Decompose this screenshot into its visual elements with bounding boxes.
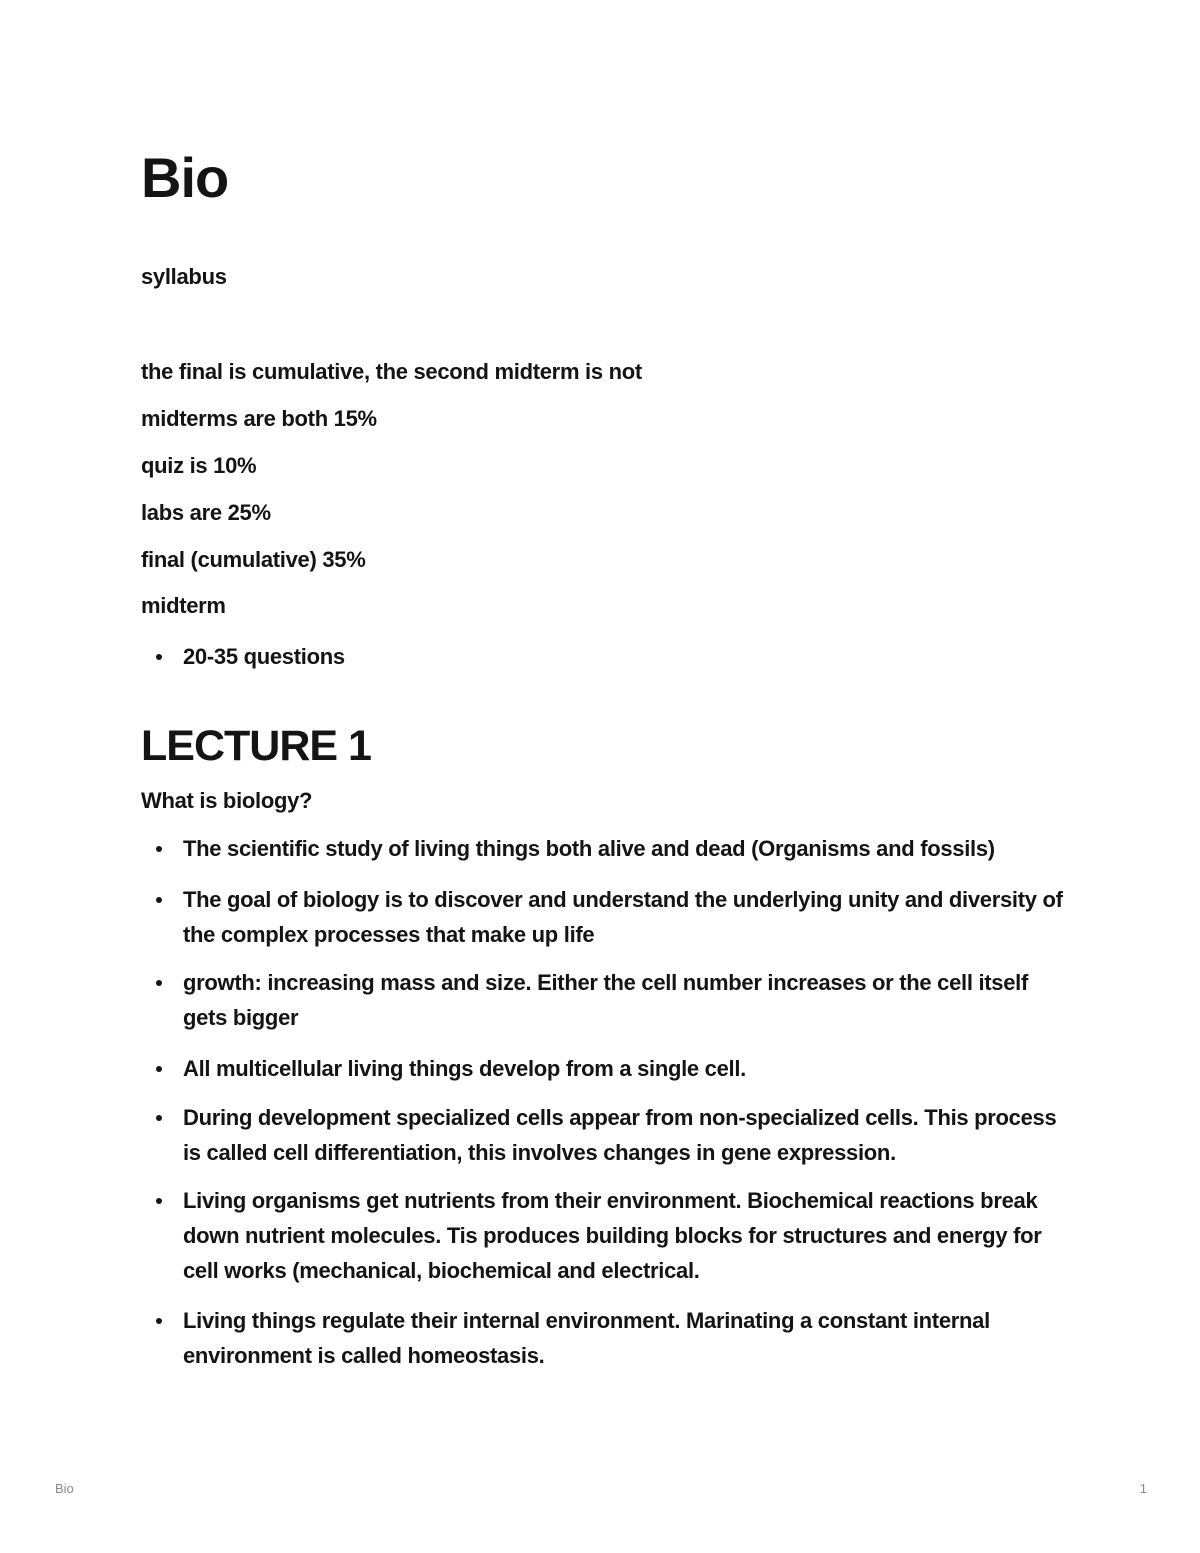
midterm-bullet-list: [141, 639, 1071, 674]
lecture-heading: LECTURE 1: [141, 722, 371, 770]
bullet-icon: [156, 1115, 162, 1121]
footer-title: Bio: [55, 1481, 74, 1496]
syllabus-line: final (cumulative) 35%: [141, 547, 366, 572]
bullet-icon: [156, 1198, 162, 1204]
syllabus-line: midterms are both 15%: [141, 406, 377, 431]
list-item: [141, 831, 1071, 866]
bullet-icon: [156, 846, 162, 852]
subtitle: syllabus: [141, 264, 227, 289]
bullet-icon: [156, 897, 162, 903]
list-item-text: growth: increasing mass and size. Either the cell number increases or the cell itself gets bigger: [183, 970, 1029, 1030]
page-number: 1: [1139, 1481, 1147, 1496]
syllabus-line: labs are 25%: [141, 500, 271, 525]
list-item-text: The scientific study of living things both alive and dead (Organisms and fossils): [183, 836, 995, 861]
bullet-icon: [156, 654, 162, 660]
list-item: [141, 1303, 1071, 1373]
list-item: [141, 965, 1071, 1035]
list-item-text: During development specialized cells appear from non-specialized cells. This process is called cell differentiation, this involves changes in gene expression.: [183, 1105, 1057, 1165]
list-item-text: 20-35 questions: [183, 644, 345, 669]
bullet-icon: [156, 1318, 162, 1324]
list-item-text: All multicellular living things develop from a single cell.: [183, 1056, 746, 1081]
list-item: [141, 639, 1071, 674]
list-item: [141, 1100, 1071, 1170]
list-item-text: The goal of biology is to discover and understand the underlying unity and diversity of the complex processes that make up life: [183, 887, 1063, 947]
page-title: Bio: [141, 146, 229, 209]
list-item: [141, 1183, 1071, 1288]
bullet-icon: [156, 1066, 162, 1072]
list-item: [141, 882, 1071, 952]
list-item-text: Living organisms get nutrients from their environment. Biochemical reactions break down nutrient molecules. Tis produces building blocks for structures and energy for cell works (mechanical, biochemical and electrical.: [183, 1188, 1042, 1283]
syllabus-line: midterm: [141, 593, 226, 618]
lecture-bullet-list: [141, 831, 1071, 1373]
lecture-question: What is biology?: [141, 788, 313, 813]
syllabus-line: quiz is 10%: [141, 453, 257, 478]
bullet-icon: [156, 980, 162, 986]
syllabus-line: the final is cumulative, the second midterm is not: [141, 359, 642, 384]
list-item: [141, 1051, 1071, 1086]
list-item-text: Living things regulate their internal environment. Marinating a constant internal environment is called homeostasis.: [183, 1308, 990, 1368]
